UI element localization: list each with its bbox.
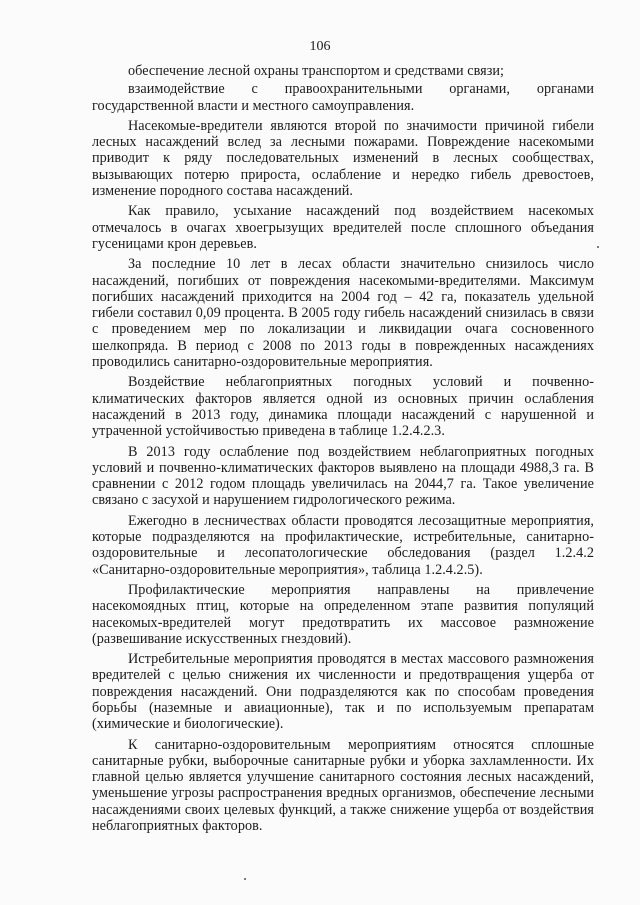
paragraph-extermination-measures: Истребительные мероприятия проводятся в местах массового размножения вредителей с целью снижения их численности и предотвращения ущерба от повреждения насаждений. Они подразделяются как по способам проведения борьбы (наземные и авиационные), так и по используемым препаратам (химические и биологические).	[92, 651, 594, 733]
paragraph-forest-protection-transport: обеспечение лесной охраны транспортом и средствами связи;	[128, 63, 505, 79]
scan-speck	[244, 878, 246, 880]
paragraph-protection-measures: Ежегодно в лесничествах области проводятся лесозащитные мероприятия, которые подразделяются на профилактические, истребительные, санитарно-оздоровительные и лесопатологические обследования (раздел 1.2.4.2 «Санитарно-оздоровительные мероприятия», таблица 1.2.4.2.5).	[92, 512, 594, 578]
scan-speck	[597, 246, 599, 248]
paragraph-2013-weakening: В 2013 году ослабление под воздействием неблагоприятных погодных условий и почвенно-климатических факторов выявлено на площади 4988,3 га. В сравнении с 2012 годом площадь увеличилась на 2044,7 га. Такое увеличение связано с засухой и нарушением гидрологического режима.	[92, 443, 594, 509]
paragraph-sanitary-measures: К санитарно-оздоровительным мероприятиям относятся сплошные санитарные рубки, выборочные санитарные рубки и уборка захламленности. Их главной целью является улучшение санитарного состояния лесных насаждений, уменьшение угрозы распространения вредных организмов, обеспечение лесными насаждениями своих целевых функций, а также снижение ущерба от воздействия неблагоприятных факторов.	[92, 736, 594, 835]
paragraph-last-ten-years: За последние 10 лет в лесах области значительно снизилось число насаждений, погибших от повреждения насекомыми-вредителями. Максимум погибших насаждений приходится на 2004 год – 42 га, показатель удельной гибели составил 0,09 процента. В 2005 году гибель насаждений снизилась в связи с проведением мер по локализации и ликвидации очага сосновенного шелкопряда. В период с 2008 по 2013 годы в поврежденных насаждениях проводились санитарно-оздоровительные мероприятия.	[92, 256, 594, 371]
document-body	[92, 63, 594, 836]
paragraph-preventive-measures: Профилактические мероприятия направлены на привлечение насекомоядных птиц, которые на определенном этапе развития популяций насекомых-вредителей могут предотвратить их массовое размножение (развешивание искусственных гнездовий).	[92, 581, 594, 647]
page-number: 106	[309, 39, 331, 54]
paragraph-drying-of-stands: Как правило, усыхание насаждений под воздействием насекомых отмечалось в очагах хвоегрызущих вредителей после сплошного объедания гусеницами крон деревьев.	[92, 203, 594, 252]
paragraph-weather-impact: Воздействие неблагоприятных погодных условий и почвенно-климатических факторов является одной из основных причин ослабления насаждений в 2013 году, динамика площади насаждений с нарушенной и утраченной устойчивостью приведена в таблице 1.2.4.2.3.	[92, 374, 594, 440]
paragraph-law-enforcement-cooperation: взаимодействие с правоохранительными органами, органами государственной власти и местного самоуправления.	[92, 81, 594, 114]
paragraph-insect-pests-cause: Насекомые-вредители являются второй по значимости причиной гибели лесных насаждений вслед за лесными пожарами. Повреждение насекомыми приводит к ряду последовательных изменений в лесных сообществах, вызывающих потерю прироста, ослабление и нередко гибель древостоев, изменение породного состава насаждений.	[92, 117, 594, 200]
